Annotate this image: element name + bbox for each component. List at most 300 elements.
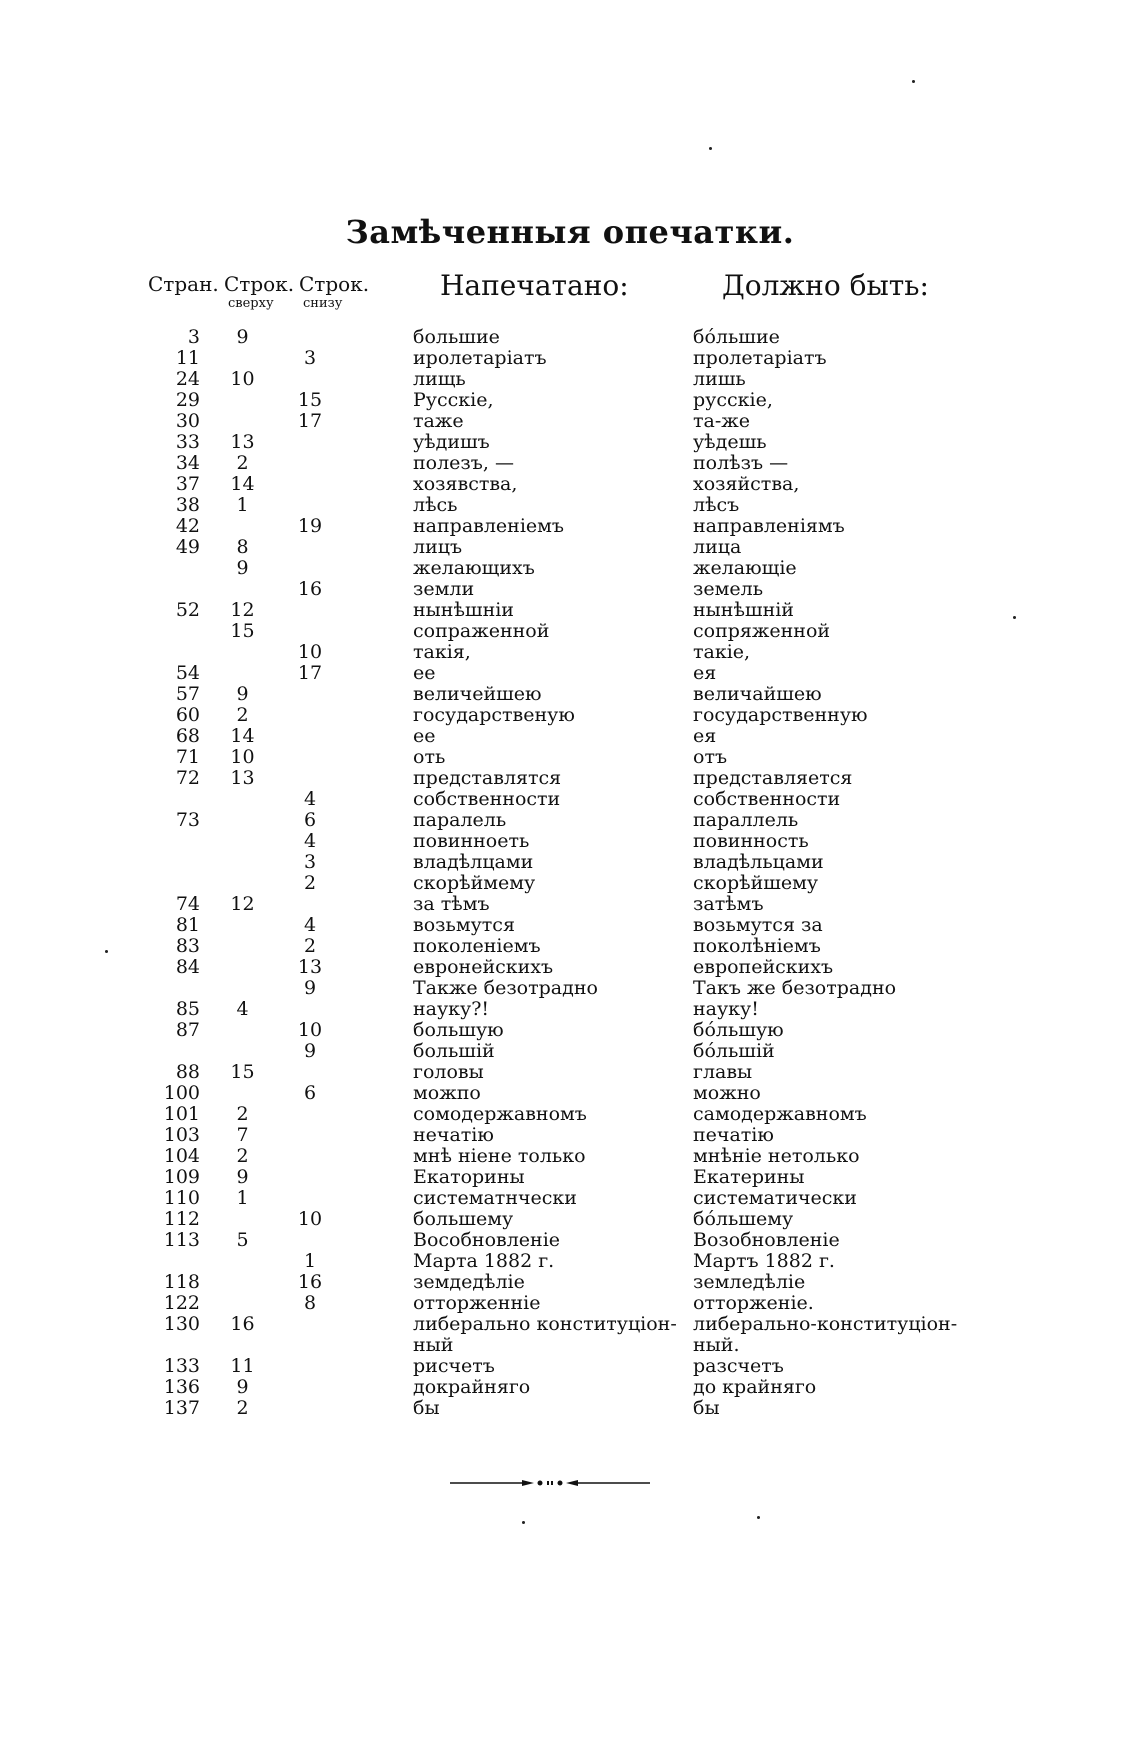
spacer bbox=[335, 453, 413, 474]
printed-text: полезъ, — bbox=[413, 452, 514, 474]
printed-text: мнѣ ніене только bbox=[413, 1145, 586, 1167]
spacer bbox=[335, 1146, 413, 1167]
correct-text: представляется bbox=[693, 767, 853, 789]
line-from-bottom: 2 bbox=[303, 872, 317, 894]
line-from-bottom: 1 bbox=[303, 1250, 317, 1272]
page-number: 11 bbox=[175, 347, 200, 369]
printed-text: Вособновленіе bbox=[413, 1229, 561, 1251]
errata-row bbox=[140, 369, 960, 390]
page-number: 72 bbox=[175, 767, 200, 789]
line-from-bottom bbox=[285, 1356, 335, 1377]
line-from-top: 12 bbox=[230, 599, 255, 621]
correct-text: Мартъ 1882 г. bbox=[693, 1250, 835, 1272]
printed-text: бы bbox=[413, 1397, 440, 1419]
errata-row bbox=[140, 1146, 960, 1167]
printed-text: сомодержавномъ bbox=[413, 1103, 587, 1125]
printed-text: такія, bbox=[413, 641, 471, 663]
header-lines-bottom: Строк. bbox=[299, 272, 370, 296]
correct-text: главы bbox=[693, 1061, 753, 1083]
page-number: 104 bbox=[163, 1145, 200, 1167]
line-from-top bbox=[200, 978, 285, 999]
spacer bbox=[335, 810, 413, 831]
printed-text: уѣдишъ bbox=[413, 431, 490, 453]
page-number: 101 bbox=[163, 1103, 200, 1125]
printed-text: лѣсь bbox=[413, 494, 458, 516]
errata-row bbox=[140, 348, 960, 369]
line-from-bottom bbox=[285, 1314, 335, 1335]
spacer bbox=[335, 1356, 413, 1377]
correct-text: систематически bbox=[693, 1187, 857, 1209]
line-from-bottom: 10 bbox=[297, 1019, 323, 1041]
line-from-bottom bbox=[285, 1146, 335, 1167]
correct-text: науку! bbox=[693, 998, 759, 1020]
line-from-top bbox=[200, 390, 285, 411]
line-from-top: 10 bbox=[230, 368, 255, 390]
line-from-bottom: 13 bbox=[297, 956, 323, 978]
page-number: 85 bbox=[175, 998, 200, 1020]
line-from-top bbox=[200, 915, 285, 936]
line-from-bottom bbox=[285, 1062, 335, 1083]
page-number: 137 bbox=[163, 1397, 200, 1419]
spacer bbox=[335, 726, 413, 747]
errata-row bbox=[140, 768, 960, 789]
page-number: 83 bbox=[175, 935, 200, 957]
correct-text: бóльшую bbox=[693, 1019, 784, 1041]
line-from-top: 15 bbox=[230, 620, 255, 642]
errata-row bbox=[140, 852, 960, 873]
page-number: 74 bbox=[175, 893, 200, 915]
line-from-top bbox=[200, 1293, 285, 1314]
correct-text: земель bbox=[693, 578, 764, 600]
line-from-top: 4 bbox=[236, 998, 249, 1020]
correct-text: ный. bbox=[693, 1334, 740, 1356]
line-from-bottom: 17 bbox=[297, 410, 323, 432]
errata-row bbox=[140, 453, 960, 474]
line-from-top: 10 bbox=[230, 746, 255, 768]
correct-text: либерально-конституціон- bbox=[693, 1313, 958, 1335]
line-from-bottom bbox=[285, 768, 335, 789]
line-from-top bbox=[200, 411, 285, 432]
page-number bbox=[140, 1041, 200, 1062]
page-number: 112 bbox=[163, 1208, 200, 1230]
line-from-bottom bbox=[285, 1188, 335, 1209]
spacer bbox=[335, 369, 413, 390]
spacer bbox=[335, 516, 413, 537]
printed-text: рисчетъ bbox=[413, 1355, 495, 1377]
spacer bbox=[335, 390, 413, 411]
line-from-bottom bbox=[285, 1377, 335, 1398]
spacer bbox=[335, 621, 413, 642]
printed-text: желающихъ bbox=[413, 557, 535, 579]
page-number bbox=[140, 579, 200, 600]
spacer bbox=[335, 663, 413, 684]
page-number bbox=[140, 873, 200, 894]
printed-text: таже bbox=[413, 410, 464, 432]
correct-text: Такъ же безотрадно bbox=[693, 977, 897, 999]
correct-text: скорѣйшему bbox=[693, 872, 819, 894]
correct-text: собственности bbox=[693, 788, 841, 810]
errata-row bbox=[140, 789, 960, 810]
spacer bbox=[335, 1398, 413, 1419]
line-from-bottom bbox=[285, 327, 335, 348]
spacer bbox=[335, 957, 413, 978]
correct-text: самодержавномъ bbox=[693, 1103, 867, 1125]
errata-row bbox=[140, 894, 960, 915]
page-number bbox=[140, 1251, 200, 1272]
errata-table-body bbox=[140, 327, 960, 1419]
spacer bbox=[335, 1125, 413, 1146]
line-from-bottom bbox=[285, 453, 335, 474]
errata-row bbox=[140, 579, 960, 600]
line-from-top: 2 bbox=[236, 1397, 249, 1419]
page-number: 52 bbox=[175, 599, 200, 621]
errata-row bbox=[140, 1083, 960, 1104]
correct-text: до крайняго bbox=[693, 1376, 817, 1398]
line-from-bottom bbox=[285, 432, 335, 453]
line-from-bottom bbox=[285, 558, 335, 579]
page-number bbox=[140, 642, 200, 663]
line-from-top: 16 bbox=[230, 1313, 255, 1335]
printed-text: либерально конституціон- bbox=[413, 1313, 677, 1335]
line-from-bottom bbox=[285, 600, 335, 621]
printed-text: возьмутся bbox=[413, 914, 515, 936]
line-from-top bbox=[200, 852, 285, 873]
page-number: 87 bbox=[175, 1019, 200, 1041]
correct-text: Возобновленіе bbox=[693, 1229, 840, 1251]
line-from-top: 9 bbox=[236, 1376, 249, 1398]
line-from-top: 9 bbox=[236, 326, 249, 348]
errata-row bbox=[140, 1020, 960, 1041]
errata-row bbox=[140, 621, 960, 642]
spacer bbox=[335, 1209, 413, 1230]
spacer bbox=[335, 1020, 413, 1041]
correct-text: та-же bbox=[693, 410, 750, 432]
line-from-bottom bbox=[285, 495, 335, 516]
printed-text: докрайняго bbox=[413, 1376, 531, 1398]
line-from-top: 9 bbox=[236, 557, 249, 579]
correct-text: направленіямъ bbox=[693, 515, 845, 537]
line-from-top: 8 bbox=[236, 536, 249, 558]
page-number: 29 bbox=[175, 389, 200, 411]
spacer bbox=[335, 348, 413, 369]
line-from-bottom: 15 bbox=[297, 389, 323, 411]
spacer bbox=[335, 1230, 413, 1251]
speck bbox=[522, 1521, 525, 1524]
line-from-bottom: 9 bbox=[303, 977, 317, 999]
line-from-top bbox=[200, 348, 285, 369]
line-from-bottom: 4 bbox=[303, 914, 317, 936]
page-number: 81 bbox=[175, 914, 200, 936]
errata-row bbox=[140, 999, 960, 1020]
errata-row bbox=[140, 1188, 960, 1209]
page-number: 110 bbox=[163, 1187, 200, 1209]
page-number: 103 bbox=[163, 1124, 200, 1146]
line-from-top: 14 bbox=[230, 473, 255, 495]
spacer bbox=[335, 747, 413, 768]
line-from-bottom: 8 bbox=[303, 1292, 317, 1314]
line-from-bottom bbox=[285, 747, 335, 768]
correct-text: повинность bbox=[693, 830, 809, 852]
correct-text: желающіе bbox=[693, 557, 797, 579]
line-from-bottom: 6 bbox=[303, 1082, 317, 1104]
page-number: 24 bbox=[175, 368, 200, 390]
page-number: 113 bbox=[163, 1229, 200, 1251]
spacer bbox=[335, 600, 413, 621]
errata-table bbox=[140, 327, 960, 1419]
errata-row bbox=[140, 1293, 960, 1314]
line-from-bottom: 17 bbox=[297, 662, 323, 684]
printed-text: оть bbox=[413, 746, 446, 768]
spacer bbox=[335, 831, 413, 852]
correct-text: можно bbox=[693, 1082, 761, 1104]
line-from-bottom: 16 bbox=[297, 578, 323, 600]
printed-text: владѣлцами bbox=[413, 851, 534, 873]
line-from-bottom bbox=[285, 537, 335, 558]
line-from-bottom bbox=[285, 1398, 335, 1419]
correct-text: государственную bbox=[693, 704, 868, 726]
line-from-bottom: 10 bbox=[297, 1208, 323, 1230]
header-correct: Должно быть: bbox=[722, 269, 929, 302]
page-number bbox=[140, 558, 200, 579]
errata-row bbox=[140, 1125, 960, 1146]
spacer bbox=[335, 1188, 413, 1209]
printed-text: направленіемъ bbox=[413, 515, 565, 537]
spacer bbox=[335, 327, 413, 348]
correct-text: лишь bbox=[693, 368, 746, 390]
printed-text: Русскіе, bbox=[413, 389, 494, 411]
page-number: 73 bbox=[175, 809, 200, 831]
speck bbox=[912, 80, 915, 83]
spacer bbox=[335, 1083, 413, 1104]
line-from-top bbox=[200, 789, 285, 810]
line-from-top: 11 bbox=[230, 1355, 255, 1377]
correct-text: русскіе, bbox=[693, 389, 773, 411]
correct-text: возьмутся за bbox=[693, 914, 823, 936]
errata-row bbox=[140, 1041, 960, 1062]
line-from-bottom: 3 bbox=[303, 851, 317, 873]
speck bbox=[1013, 616, 1016, 619]
line-from-top: 2 bbox=[236, 452, 249, 474]
line-from-top bbox=[200, 810, 285, 831]
page-number: 109 bbox=[163, 1166, 200, 1188]
spacer bbox=[335, 1167, 413, 1188]
printed-text: величейшею bbox=[413, 683, 542, 705]
line-from-bottom bbox=[285, 1167, 335, 1188]
spacer bbox=[335, 1335, 413, 1356]
line-from-bottom: 19 bbox=[297, 515, 323, 537]
correct-text: поколѣніемъ bbox=[693, 935, 821, 957]
line-from-bottom bbox=[285, 1335, 335, 1356]
page-number bbox=[140, 831, 200, 852]
correct-text: пролетаріатъ bbox=[693, 347, 827, 369]
line-from-bottom bbox=[285, 726, 335, 747]
page-number: 33 bbox=[175, 431, 200, 453]
errata-row bbox=[140, 1272, 960, 1293]
header-printed: Напечатано: bbox=[440, 269, 629, 302]
errata-row bbox=[140, 831, 960, 852]
errata-row bbox=[140, 1062, 960, 1083]
line-from-top bbox=[200, 516, 285, 537]
errata-row bbox=[140, 1104, 960, 1125]
page-number bbox=[140, 1335, 200, 1356]
errata-row bbox=[140, 978, 960, 999]
printed-text: паралель bbox=[413, 809, 507, 831]
spacer bbox=[335, 1377, 413, 1398]
spacer bbox=[335, 684, 413, 705]
errata-row bbox=[140, 558, 960, 579]
printed-text: нынѣшніи bbox=[413, 599, 514, 621]
page-number: 130 bbox=[163, 1313, 200, 1335]
printed-text: науку?! bbox=[413, 998, 490, 1020]
errata-row bbox=[140, 537, 960, 558]
errata-row bbox=[140, 1167, 960, 1188]
page-number: 122 bbox=[163, 1292, 200, 1314]
page-number: 34 bbox=[175, 452, 200, 474]
printed-text: большие bbox=[413, 326, 500, 348]
header-from-top: сверху bbox=[228, 296, 274, 311]
line-from-top bbox=[200, 1335, 285, 1356]
page-number: 42 bbox=[175, 515, 200, 537]
line-from-bottom bbox=[285, 621, 335, 642]
line-from-top: 13 bbox=[230, 431, 255, 453]
line-from-bottom: 6 bbox=[303, 809, 317, 831]
printed-text: можпо bbox=[413, 1082, 481, 1104]
page-number: 60 bbox=[175, 704, 200, 726]
correct-text: отторженіе. bbox=[693, 1292, 814, 1314]
spacer bbox=[335, 789, 413, 810]
spacer bbox=[335, 852, 413, 873]
correct-text: отъ bbox=[693, 746, 728, 768]
line-from-top: 2 bbox=[236, 704, 249, 726]
correct-text: бы bbox=[693, 1397, 720, 1419]
line-from-top bbox=[200, 642, 285, 663]
printed-text: лицъ bbox=[413, 536, 463, 558]
spacer bbox=[335, 558, 413, 579]
page-number: 118 bbox=[163, 1271, 200, 1293]
errata-row bbox=[140, 642, 960, 663]
errata-row bbox=[140, 873, 960, 894]
page-number bbox=[140, 852, 200, 873]
errata-row bbox=[140, 495, 960, 516]
errata-row bbox=[140, 810, 960, 831]
correct-text: печатію bbox=[693, 1124, 774, 1146]
printed-text: ный bbox=[413, 1334, 454, 1356]
line-from-bottom: 9 bbox=[303, 1040, 317, 1062]
line-from-top bbox=[200, 1020, 285, 1041]
correct-text: хозяйства, bbox=[693, 473, 800, 495]
correct-text: владѣльцами bbox=[693, 851, 824, 873]
line-from-top bbox=[200, 1251, 285, 1272]
printed-text: государственую bbox=[413, 704, 575, 726]
printed-text: земли bbox=[413, 578, 475, 600]
correct-text: сопряженной bbox=[693, 620, 831, 642]
page-number: 57 bbox=[175, 683, 200, 705]
ornament-divider bbox=[450, 1479, 650, 1487]
correct-text: величайшею bbox=[693, 683, 822, 705]
line-from-bottom: 10 bbox=[297, 641, 323, 663]
errata-row bbox=[140, 1356, 960, 1377]
spacer bbox=[335, 1272, 413, 1293]
line-from-bottom: 4 bbox=[303, 788, 317, 810]
spacer bbox=[335, 936, 413, 957]
printed-text: повинноеть bbox=[413, 830, 530, 852]
line-from-top: 2 bbox=[236, 1103, 249, 1125]
printed-text: Екаторины bbox=[413, 1166, 525, 1188]
line-from-bottom bbox=[285, 684, 335, 705]
spacer bbox=[335, 642, 413, 663]
correct-text: такіе, bbox=[693, 641, 751, 663]
printed-text: земдедѣліе bbox=[413, 1271, 525, 1293]
spacer bbox=[335, 705, 413, 726]
correct-text: лѣсъ bbox=[693, 494, 740, 516]
errata-row bbox=[140, 432, 960, 453]
line-from-top bbox=[200, 1209, 285, 1230]
correct-text: бóльшему bbox=[693, 1208, 794, 1230]
page-number: 49 bbox=[175, 536, 200, 558]
spacer bbox=[335, 432, 413, 453]
errata-row bbox=[140, 327, 960, 348]
spacer bbox=[335, 894, 413, 915]
errata-row bbox=[140, 1314, 960, 1335]
errata-row bbox=[140, 705, 960, 726]
line-from-top: 14 bbox=[230, 725, 255, 747]
errata-row bbox=[140, 1209, 960, 1230]
correct-text: ея bbox=[693, 725, 717, 747]
printed-text: нечатію bbox=[413, 1124, 494, 1146]
spacer bbox=[335, 411, 413, 432]
page-number: 84 bbox=[175, 956, 200, 978]
spacer bbox=[335, 474, 413, 495]
line-from-top bbox=[200, 1272, 285, 1293]
printed-text: евронейскихъ bbox=[413, 956, 554, 978]
errata-row bbox=[140, 684, 960, 705]
line-from-bottom: 16 bbox=[297, 1271, 323, 1293]
spacer bbox=[335, 537, 413, 558]
page-number bbox=[140, 789, 200, 810]
correct-text: полѣзъ — bbox=[693, 452, 789, 474]
line-from-top bbox=[200, 957, 285, 978]
page-title: Замѣченныя опечатки. bbox=[345, 213, 795, 251]
line-from-bottom bbox=[285, 894, 335, 915]
line-from-top: 1 bbox=[236, 1187, 249, 1209]
errata-row bbox=[140, 1230, 960, 1251]
errata-row bbox=[140, 747, 960, 768]
errata-row bbox=[140, 474, 960, 495]
errata-row bbox=[140, 600, 960, 621]
correct-text: ея bbox=[693, 662, 717, 684]
spacer bbox=[335, 1104, 413, 1125]
spacer bbox=[335, 978, 413, 999]
page-number: 30 bbox=[175, 410, 200, 432]
line-from-bottom bbox=[285, 705, 335, 726]
errata-row bbox=[140, 915, 960, 936]
errata-row bbox=[140, 1377, 960, 1398]
line-from-bottom bbox=[285, 1230, 335, 1251]
line-from-top bbox=[200, 1041, 285, 1062]
printed-text: хозявства, bbox=[413, 473, 518, 495]
correct-text: Екатерины bbox=[693, 1166, 805, 1188]
page-number: 136 bbox=[163, 1376, 200, 1398]
speck bbox=[709, 147, 712, 150]
line-from-bottom: 3 bbox=[303, 347, 317, 369]
page-number: 68 bbox=[175, 725, 200, 747]
printed-text: иролетаріатъ bbox=[413, 347, 547, 369]
page-number: 37 bbox=[175, 473, 200, 495]
printed-text: сопраженной bbox=[413, 620, 550, 642]
errata-row bbox=[140, 726, 960, 747]
printed-text: поколеніемъ bbox=[413, 935, 541, 957]
spacer bbox=[335, 999, 413, 1020]
